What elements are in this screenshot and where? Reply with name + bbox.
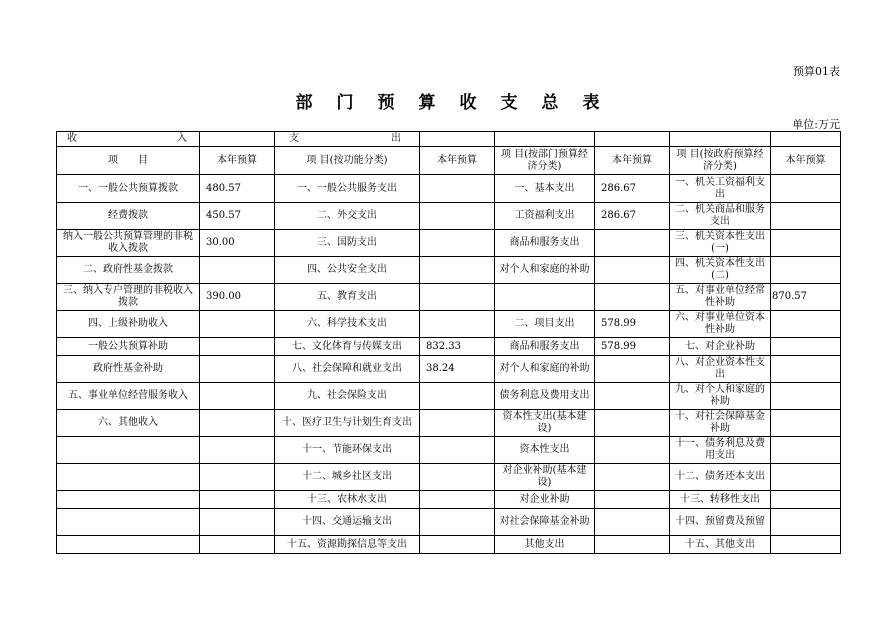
group-empty-cell: [200, 132, 275, 147]
table-row: [57, 230, 841, 257]
amount-cell: [200, 464, 275, 491]
amount-cell: [595, 257, 670, 284]
item-cell: 工资福利支出: [495, 203, 595, 230]
table-row: [57, 257, 841, 284]
amount-cell: [771, 536, 841, 554]
item-cell: 十一、债务利息及费用支出: [670, 437, 771, 464]
page-title: 部门预算收支总表: [295, 93, 624, 113]
amount-cell: [420, 410, 495, 437]
item-cell: 其他支出: [495, 536, 595, 554]
table-row: [57, 536, 841, 554]
item-cell: 九、对个人和家庭的补助: [670, 383, 771, 410]
item-cell: [57, 509, 200, 536]
table-row: [57, 491, 841, 509]
amount-cell: [200, 383, 275, 410]
item-cell: 二、机关商品和服务支出: [670, 203, 771, 230]
col-header: 本年预算: [420, 147, 495, 175]
item-cell: 二、外交支出: [275, 203, 420, 230]
table-row: [57, 338, 841, 356]
amount-cell: [771, 410, 841, 437]
col-header: 本年预算: [771, 147, 841, 175]
item-cell: 一、一般公共服务支出: [275, 175, 420, 203]
table-row: [57, 284, 841, 311]
item-cell: 一、基本支出: [495, 175, 595, 203]
col-header: 项 目(按部门预算经济分类): [495, 147, 595, 175]
amount-cell: [595, 356, 670, 383]
item-cell: 三、机关资本性支出(一): [670, 230, 771, 257]
amount-cell: [420, 284, 495, 311]
table-row: [57, 410, 841, 437]
item-cell: [57, 464, 200, 491]
item-cell: 十一、节能环保支出: [275, 437, 420, 464]
amount-cell: [595, 509, 670, 536]
item-cell: 六、科学技术支出: [275, 311, 420, 338]
col-header: 本年预算: [595, 147, 670, 175]
amount-cell: [200, 491, 275, 509]
item-cell: 五、事业单位经营服务收入: [57, 383, 200, 410]
amount-cell: [771, 509, 841, 536]
table-row: [57, 464, 841, 491]
item-cell: 七、对企业补助: [670, 338, 771, 356]
item-cell: 对个人和家庭的补助: [495, 356, 595, 383]
item-cell: 十三、农林水支出: [275, 491, 420, 509]
group-empty-cell: [670, 132, 771, 147]
item-cell: 三、纳入专户管理的非税收入拨款: [57, 284, 200, 311]
item-cell: 对个人和家庭的补助: [495, 257, 595, 284]
item-cell: 二、政府性基金拨款: [57, 257, 200, 284]
item-cell: [57, 491, 200, 509]
item-cell: 五、教育支出: [275, 284, 420, 311]
amount-cell: [200, 509, 275, 536]
item-cell: 债务利息及费用支出: [495, 383, 595, 410]
item-cell: 十四、预留费及预留: [670, 509, 771, 536]
amount-cell: [595, 491, 670, 509]
item-cell: 十四、交通运输支出: [275, 509, 420, 536]
table-row: [57, 175, 841, 203]
amount-cell: [200, 311, 275, 338]
amount-cell: [771, 203, 841, 230]
item-cell: [57, 437, 200, 464]
table-row: [57, 356, 841, 383]
income-label-b: 入: [177, 133, 187, 144]
amount-cell: [420, 509, 495, 536]
amount-cell: [420, 203, 495, 230]
amount-cell: [420, 257, 495, 284]
item-cell: 十五、资源勘探信息等支出: [275, 536, 420, 554]
col-header: 项 目: [57, 147, 200, 175]
item-cell: 一、机关工资福利支出: [670, 175, 771, 203]
item-cell: 十五、其他支出: [670, 536, 771, 554]
table-row: [57, 509, 841, 536]
item-cell: 经费拨款: [57, 203, 200, 230]
amount-cell: [595, 536, 670, 554]
amount-cell: [771, 356, 841, 383]
amount-cell: 286.67: [595, 203, 670, 230]
column-header-row: [57, 147, 841, 175]
expense-header-cell: [275, 132, 420, 147]
table-row: [57, 437, 841, 464]
amount-cell: [420, 536, 495, 554]
amount-cell: [420, 464, 495, 491]
item-cell: 政府性基金补助: [57, 356, 200, 383]
table-row: [57, 311, 841, 338]
item-cell: 十二、债务还本支出: [670, 464, 771, 491]
amount-cell: [595, 437, 670, 464]
unit-label: 单位:万元: [792, 118, 840, 131]
amount-cell: 578.99: [595, 311, 670, 338]
item-cell: 纳入一般公共预算管理的非税收入拨款: [57, 230, 200, 257]
item-cell: 十二、城乡社区支出: [275, 464, 420, 491]
amount-cell: 480.57: [200, 175, 275, 203]
amount-cell: [200, 536, 275, 554]
expense-label-b: 出: [391, 133, 401, 144]
amount-cell: 38.24: [420, 356, 495, 383]
amount-cell: [595, 410, 670, 437]
item-cell: 四、公共安全支出: [275, 257, 420, 284]
amount-cell: 832.33: [420, 338, 495, 356]
amount-cell: [771, 491, 841, 509]
item-cell: 三、国防支出: [275, 230, 420, 257]
item-cell: 八、对企业资本性支出: [670, 356, 771, 383]
group-empty-cell: [771, 132, 841, 147]
amount-cell: [200, 356, 275, 383]
item-cell: 十、医疗卫生与计划生育支出: [275, 410, 420, 437]
amount-cell: [420, 230, 495, 257]
item-cell: 资本性支出: [495, 437, 595, 464]
amount-cell: [200, 410, 275, 437]
group-empty-cell: [495, 132, 595, 147]
item-cell: 五、对事业单位经常性补助: [670, 284, 771, 311]
amount-cell: [420, 383, 495, 410]
form-number: 预算01表: [793, 65, 840, 78]
amount-cell: [771, 257, 841, 284]
amount-cell: [771, 230, 841, 257]
item-cell: 四、上级补助收入: [57, 311, 200, 338]
income-label-a: 收: [67, 133, 77, 144]
amount-cell: 30.00: [200, 230, 275, 257]
amount-cell: [200, 338, 275, 356]
amount-cell: [420, 437, 495, 464]
amount-cell: [420, 175, 495, 203]
amount-cell: [771, 437, 841, 464]
item-cell: 十、对社会保障基金补助: [670, 410, 771, 437]
item-cell: 商品和服务支出: [495, 338, 595, 356]
amount-cell: 450.57: [200, 203, 275, 230]
amount-cell: [595, 383, 670, 410]
amount-cell: [771, 338, 841, 356]
item-cell: 八、社会保障和就业支出: [275, 356, 420, 383]
amount-cell: 870.57: [771, 284, 841, 311]
item-cell: 对社会保障基金补助: [495, 509, 595, 536]
amount-cell: [771, 311, 841, 338]
col-header: 项 目(按政府预算经济分类): [670, 147, 771, 175]
amount-cell: [595, 284, 670, 311]
amount-cell: 286.67: [595, 175, 670, 203]
item-cell: 十三、转移性支出: [670, 491, 771, 509]
amount-cell: [771, 383, 841, 410]
budget-table: [56, 131, 841, 554]
amount-cell: [200, 257, 275, 284]
amount-cell: 390.00: [200, 284, 275, 311]
col-header: 本年预算: [200, 147, 275, 175]
item-cell: 六、其他收入: [57, 410, 200, 437]
item-cell: 对企业补助: [495, 491, 595, 509]
amount-cell: [771, 464, 841, 491]
item-cell: [57, 536, 200, 554]
item-cell: 一、一般公共预算拨款: [57, 175, 200, 203]
item-cell: 六、对事业单位资本性补助: [670, 311, 771, 338]
table-row: [57, 203, 841, 230]
amount-cell: [771, 175, 841, 203]
item-cell: 七、文化体育与传媒支出: [275, 338, 420, 356]
amount-cell: [200, 437, 275, 464]
amount-cell: 578.99: [595, 338, 670, 356]
amount-cell: [595, 464, 670, 491]
amount-cell: [595, 230, 670, 257]
item-cell: [495, 284, 595, 311]
income-header-cell: [57, 132, 200, 147]
amount-cell: [420, 491, 495, 509]
group-empty-cell: [420, 132, 495, 147]
amount-cell: [420, 311, 495, 338]
col-header: 项 目(按功能分类): [275, 147, 420, 175]
item-cell: 二、项目支出: [495, 311, 595, 338]
item-cell: 对企业补助(基本建设): [495, 464, 595, 491]
table-row: [57, 383, 841, 410]
item-cell: 商品和服务支出: [495, 230, 595, 257]
item-cell: 四、机关资本性支出(二): [670, 257, 771, 284]
item-cell: 一般公共预算补助: [57, 338, 200, 356]
group-header-row: [57, 132, 841, 147]
expense-label-a: 支: [289, 133, 299, 144]
item-cell: 资本性支出(基本建设): [495, 410, 595, 437]
item-cell: 九、社会保险支出: [275, 383, 420, 410]
group-empty-cell: [595, 132, 670, 147]
